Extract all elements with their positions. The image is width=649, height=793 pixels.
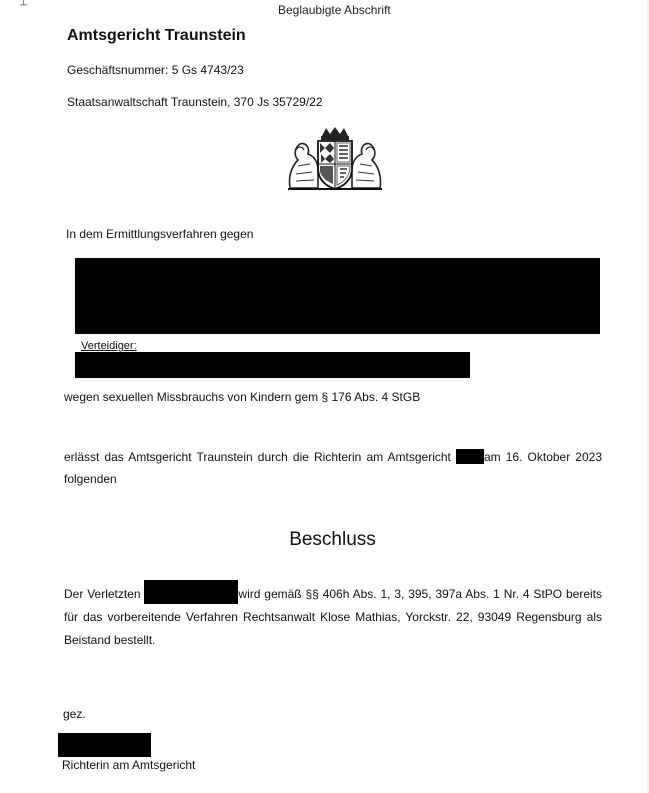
corner-mark: ┴ bbox=[20, 0, 28, 11]
redacted-defendant-block bbox=[75, 258, 600, 334]
court-name: Amtsgericht Traunstein bbox=[67, 27, 246, 44]
bavarian-coat-of-arms-icon bbox=[284, 126, 386, 192]
decree-paragraph bbox=[64, 446, 602, 490]
case-number: Geschäftsnummer: 5 Gs 4743/23 bbox=[67, 63, 244, 77]
signed-mark: gez. bbox=[63, 707, 86, 721]
ruling-text-before: Der Verletzten bbox=[64, 587, 145, 601]
proceedings-intro: In dem Ermittlungsverfahren gegen bbox=[66, 227, 254, 241]
decree-text-after: am 16. Oktober 2023 folgenden bbox=[64, 450, 602, 486]
redacted-judge-name bbox=[456, 449, 484, 464]
defense-counsel-label: Verteidiger: bbox=[81, 340, 137, 352]
decision-title: Beschluss bbox=[289, 529, 376, 550]
judge-title: Richterin am Amtsgericht bbox=[62, 758, 196, 772]
prosecution-reference: Staatsanwaltschaft Traunstein, 370 Js 35729/22 bbox=[67, 95, 323, 109]
redacted-victim-name bbox=[144, 580, 238, 604]
charge-line: wegen sexuellen Missbrauchs von Kindern gem § 176 Abs. 4 StGB bbox=[64, 390, 421, 404]
ruling-text-after: wird gemäß §§ 406h Abs. 1, 3, 395, 397a Abs. 1 Nr. 4 StPO bereits für das vorbereitende Verfahren Rechtsanwalt Klose Mathias, Yorckstr. 22, 93049 Regensburg als Beistand bestellt. bbox=[64, 587, 602, 647]
certified-copy-label: Beglaubigte Abschrift bbox=[278, 3, 391, 17]
decree-text-before: erlässt das Amtsgericht Traunstein durch die Richterin am Amtsgericht bbox=[64, 450, 456, 464]
redacted-signature bbox=[58, 733, 151, 757]
redacted-defense-counsel bbox=[75, 352, 470, 378]
ruling-paragraph bbox=[64, 580, 602, 652]
